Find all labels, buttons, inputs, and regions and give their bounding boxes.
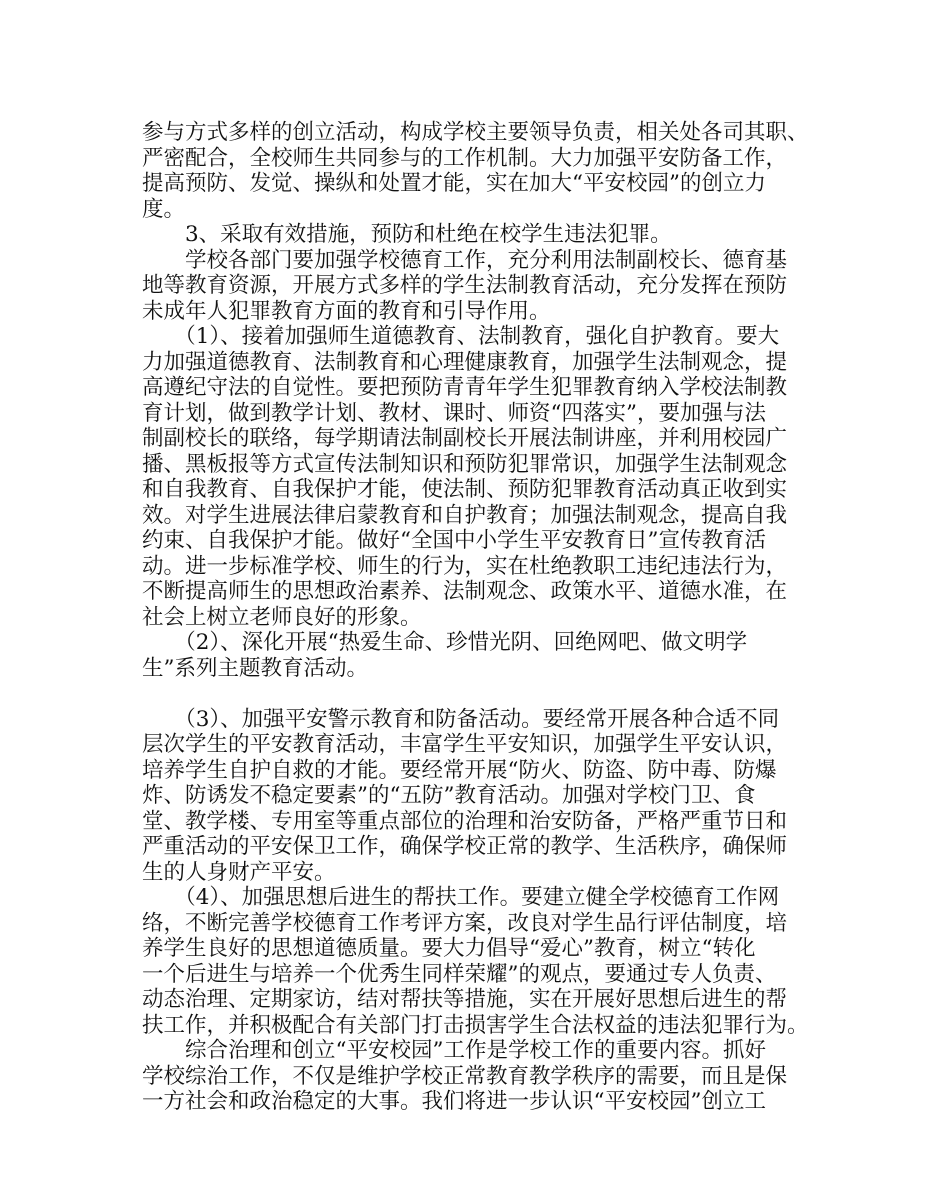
text-line: （3）、加强平安警示教育和防备活动。要经常开展各种合适不同 [142,706,780,732]
text-line: 严重活动的平安保卫工作，确保学校正常的教学、生活秩序，确保师 [142,834,788,859]
text-line: 学校各部门要加强学校德育工作，充分利用法制副校长、德育基 [142,247,788,273]
text-line: 堂、教学楼、专用室等重点部位的治理和治安防备，严格严重节日和 [142,808,788,834]
text-line: 育计划，做到教学计划、教材、课时、师资“四落实”，要加强与法 [142,400,766,426]
text-line: 培养学生自护自救的才能。要经常开展“防火、防盗、防中毒、防爆 [142,757,777,783]
text-line: 养学生良好的思想道德质量。要大力倡导“爱心”教育，树立“转化 [142,936,756,961]
text-line: 度。 [142,196,186,222]
text-line: 动。进一步标准学校、师生的行为，实在杜绝教职工违纪违法行为， [142,553,788,579]
text-line: 播、黑板报等方式宣传法制知识和预防犯罪常识，加强学生法制观念 [142,451,788,477]
text-line: 络，不断完善学校德育工作考评方案，改良对学生品行评估制度，培 [142,910,788,936]
text-line: 高遵纪守法的自觉性。要把预防青青年学生犯罪教育纳入学校法制教 [142,375,788,400]
text-line: 动态治理、定期家访，结对帮扶等措施，实在开展好思想后进生的帮 [142,987,788,1012]
text-line: 一方社会和政治稳定的大事。我们将进一步认识“平安校园”创立工 [142,1089,766,1114]
text-line: 严密配合，全校师生共同参与的工作机制。大力加强平安防备工作， [142,145,788,171]
text-line: 一个后进生与培养一个优秀生同样荣耀”的观点，要通过专人负责、 [142,961,777,987]
text-line: 学校综治工作，不仅是维护学校正常教育教学秩序的需要，而且是保 [142,1063,788,1089]
text-line: 未成年人犯罪教育方面的教育和引导作用。 [142,298,551,324]
text-line: 约束、自我保护才能。做好“全国中小学生平安教育日”宣传教育活 [142,528,766,553]
text-line: 生的人身财产平安。 [142,859,336,885]
text-line: 炸、防诱发不稳定要素”的“五防”教育活动。加强对学校门卫、食 [142,783,756,808]
text-line: （2）、深化开展“热爱生命、珍惜光阴、回绝网吧、做文明学 [142,630,748,655]
text-line: 生”系列主题教育活动。 [142,655,368,681]
text-line: （1）、接着加强师生道德教育、法制教育，强化自护教育。要大 [142,324,780,349]
text-line: 综合治理和创立“平安校园”工作是学校工作的重要内容。抓好 [142,1038,766,1063]
text-line: 层次学生的平安教育活动，丰富学生平安知识，加强学生平安认识， [142,732,788,757]
text-line: 效。对学生进展法律启蒙教育和自护教育；加强法制观念，提高自我 [142,502,788,528]
body-text [142,120,832,1115]
text-line: 不断提高师生的思想政治素养、法制观念、政策水平、道德水准，在 [142,579,788,604]
text-line: 参与方式多样的创立活动，构成学校主要领导负责，相关处各司其职、 [142,120,809,145]
text-line: 3、采取有效措施，预防和杜绝在校学生违法犯罪。 [142,222,672,247]
text-line: 制副校长的联络，每学期请法制副校长开展法制讲座，并利用校园广 [142,426,788,451]
text-line: 和自我教育、自我保护才能，使法制、预防犯罪教育活动真正收到实 [142,477,788,502]
text-line: 提高预防、发觉、操纵和处置才能，实在加大“平安校园”的创立力 [142,171,766,196]
text-line: （4）、加强思想后进生的帮扶工作。要建立健全学校德育工作网 [142,885,780,910]
text-line: 地等教育资源，开展方式多样的学生法制教育活动，充分发挥在预防 [142,273,788,298]
text-line [142,681,832,707]
text-line: 力加强道德教育、法制教育和心理健康教育，加强学生法制观念，提 [142,349,788,375]
text-line: 社会上树立老师良好的形象。 [142,604,422,630]
text-line: 扶工作，并积极配合有关部门打击损害学生合法权益的违法犯罪行为。 [142,1012,809,1038]
